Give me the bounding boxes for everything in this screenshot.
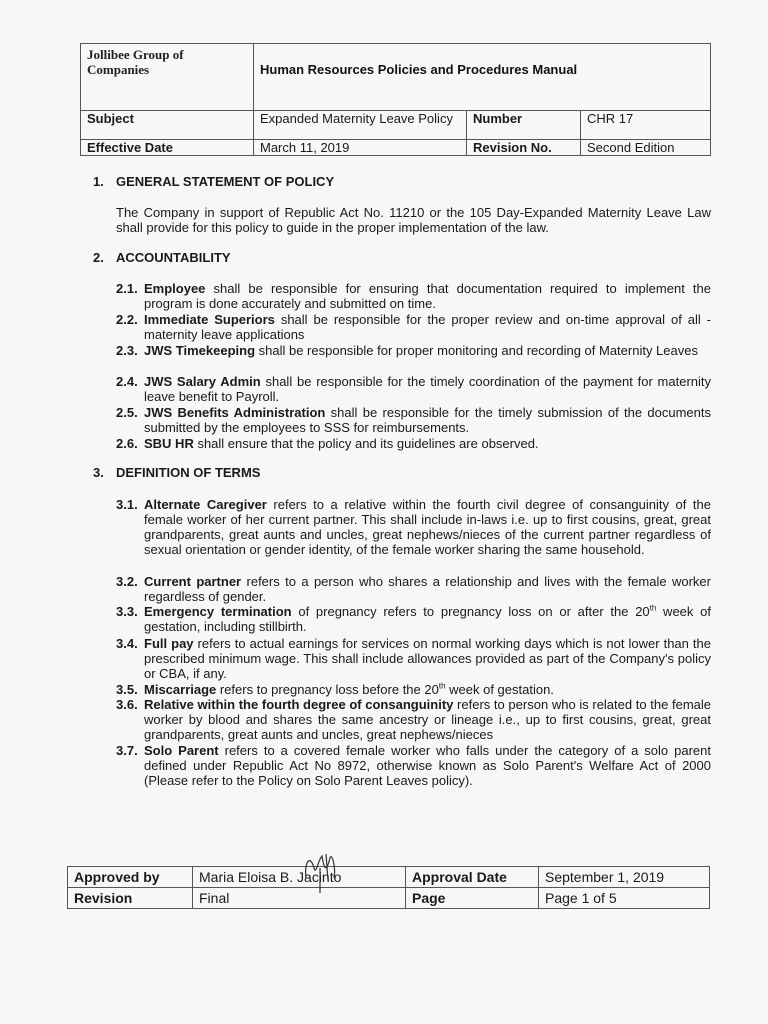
- accountability-item: [116, 405, 711, 435]
- section-number: 1.: [93, 174, 104, 189]
- section-number: 2.: [93, 250, 104, 265]
- item-text: shall be responsible for proper monitoring and recording of Maternity Leaves: [255, 343, 698, 358]
- item-number: 2.3.: [116, 343, 138, 358]
- item-number: 2.6.: [116, 436, 138, 451]
- approval-date-label: Approval Date: [406, 867, 539, 888]
- subject-label: Subject: [81, 111, 254, 140]
- header-table: [80, 43, 711, 156]
- accountability-item: [116, 436, 711, 451]
- approved-by-value: Maria Eloisa B. Jacinto: [193, 867, 406, 888]
- item-text: refers to a person who shares a relationship and lives with the female worker regardless of gender.: [144, 574, 711, 604]
- accountability-item: [116, 343, 711, 358]
- item-term: Solo Parent: [144, 743, 219, 758]
- item-number: 2.2.: [116, 312, 138, 327]
- item-term: JWS Timekeeping: [144, 343, 256, 358]
- company-name: Jollibee Group of Companies: [81, 44, 254, 111]
- item-text: refers to a relative within the fourth civil degree of consanguinity of the female worker of her current partner. This shall include in-laws i.e. up to first cousins, great, great grandparents, great aunts and uncles, great nephews/nieces of the current partner regardless of sexual orientation or gender identity, of the female worker sharing the same household.: [144, 497, 711, 557]
- item-term: Employee: [144, 281, 206, 296]
- number-value: CHR 17: [581, 111, 711, 140]
- item-number: 3.6.: [116, 697, 138, 712]
- item-term: Immediate Superiors: [144, 312, 275, 327]
- section-title: ACCOUNTABILITY: [116, 250, 231, 265]
- effective-date-label: Effective Date: [81, 140, 254, 156]
- item-number: 2.5.: [116, 405, 138, 420]
- effective-date-value: March 11, 2019: [254, 140, 467, 156]
- subject-value: Expanded Maternity Leave Policy: [254, 111, 467, 140]
- item-text: shall be responsible for ensuring that documentation required to implement the program is done accurately and submitted on time.: [144, 281, 711, 311]
- item-number: 3.2.: [116, 574, 138, 589]
- item-term: Full pay: [144, 636, 194, 651]
- section-heading: [93, 250, 231, 265]
- item-term: Current partner: [144, 574, 242, 589]
- definition-item: [116, 636, 711, 681]
- item-term: Alternate Caregiver: [144, 497, 267, 512]
- signature-mark: [296, 838, 346, 898]
- revision-no-label: Revision No.: [467, 140, 581, 156]
- policy-statement: The Company in support of Republic Act No. 11210 or the 105 Day-Expanded Maternity Leave Law shall provide for this policy to guide in the proper implementation of the law.: [116, 205, 711, 235]
- approved-by-label: Approved by: [68, 867, 193, 888]
- item-text: shall ensure that the policy and its guidelines are observed.: [193, 436, 539, 451]
- item-term: Relative within the fourth degree of consanguinity: [144, 697, 454, 712]
- item-term: Miscarriage: [144, 682, 217, 697]
- definition-item: [116, 743, 711, 788]
- section-title: GENERAL STATEMENT OF POLICY: [116, 174, 335, 189]
- item-term: JWS Salary Admin: [144, 374, 261, 389]
- manual-title: Human Resources Policies and Procedures Manual: [254, 44, 711, 111]
- section-heading: [93, 465, 260, 480]
- item-term: JWS Benefits Administration: [144, 405, 326, 420]
- page-value: Page 1 of 5: [539, 888, 710, 909]
- item-text: refers to a covered female worker who falls under the category of a solo parent defined under Republic Act No 8972, otherwise known as Solo Parent's Welfare Act of 2000 (Please refer to the Policy on Solo Parent Leaves policy).: [144, 743, 711, 788]
- item-term: Emergency termination: [144, 604, 292, 619]
- accountability-item: [116, 281, 711, 311]
- item-number: 3.5.: [116, 682, 138, 697]
- item-term: SBU HR: [144, 436, 194, 451]
- approval-table: [67, 866, 710, 909]
- approval-date-value: September 1, 2019: [539, 867, 710, 888]
- definition-item: [116, 574, 711, 604]
- item-text: shall be responsible for the timely submission of the documents submitted by the employees to SSS for reimbursements.: [144, 405, 711, 435]
- item-text: of pregnancy refers to pregnancy loss on or after the 20th week of gestation, including stillbirth.: [144, 603, 711, 634]
- item-text: refers to pregnancy loss before the 20th week of gestation.: [216, 681, 554, 697]
- section-number: 3.: [93, 465, 104, 480]
- definition-item: [116, 682, 711, 697]
- item-text: shall be responsible for the timely coordination of the payment for maternity leave benefit to Payroll.: [144, 374, 711, 404]
- item-number: 3.1.: [116, 497, 138, 512]
- item-number: 2.4.: [116, 374, 138, 389]
- item-number: 2.1.: [116, 281, 138, 296]
- definition-item: [116, 604, 711, 634]
- item-number: 3.7.: [116, 743, 138, 758]
- item-text: refers to actual earnings for services on normal working days which is not lower than the prescribed minimum wage. This shall include allowances provided as part of the Company's policy or CBA, if any.: [144, 636, 711, 681]
- section-title: DEFINITION OF TERMS: [116, 465, 261, 480]
- number-label: Number: [467, 111, 581, 140]
- section-heading: [93, 174, 334, 189]
- accountability-item: [116, 312, 711, 342]
- item-number: 3.4.: [116, 636, 138, 651]
- definition-item: [116, 697, 711, 742]
- definition-item: [116, 497, 711, 557]
- revision-label: Revision: [68, 888, 193, 909]
- accountability-item: [116, 374, 711, 404]
- item-number: 3.3.: [116, 604, 138, 619]
- item-text: refers to person who is related to the female worker by blood and shares the same ancestry or lineage i.e., up to first cousins, great, great grandparents, great aunts and uncles, great nephews/nieces: [144, 697, 712, 742]
- page-label: Page: [406, 888, 539, 909]
- revision-value: Final: [193, 888, 406, 909]
- revision-no-value: Second Edition: [581, 140, 711, 156]
- item-text: shall be responsible for the proper review and on-time approval of all -maternity leave applications: [144, 312, 711, 342]
